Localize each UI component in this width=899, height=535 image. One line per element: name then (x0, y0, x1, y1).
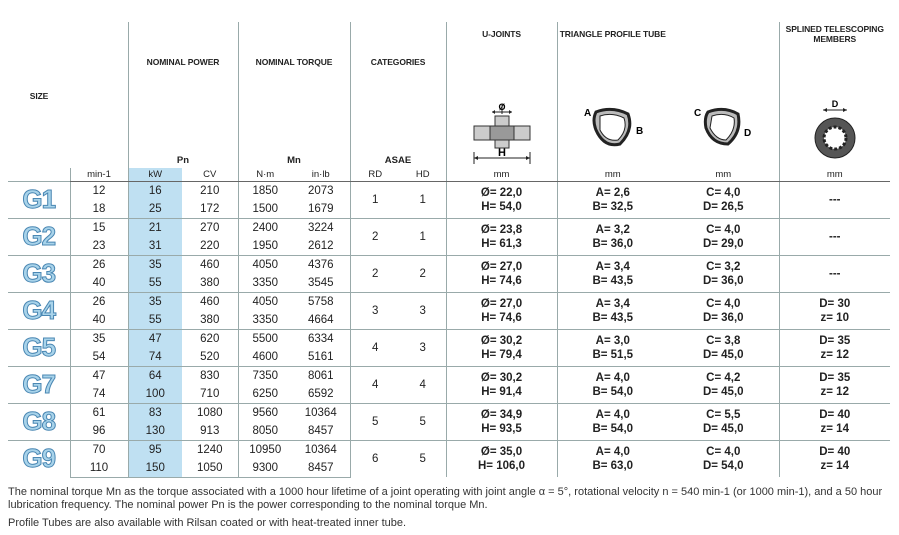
tube-d: D= 36,0 (702, 311, 744, 324)
inlb-cell: 5161 (307, 350, 334, 363)
inlb-cell: 8457 (292, 459, 350, 478)
size-label: G9 (22, 443, 56, 474)
unit-mm-splined: mm (826, 168, 843, 180)
unit-mm-tube-c: mm (715, 168, 732, 180)
tube-b: B= 54,0 (592, 422, 634, 435)
splined-d: D= 40 (819, 445, 851, 458)
splined-d: D= 30 (819, 297, 851, 310)
kw-cell: 35 (128, 292, 182, 311)
unit-cv: CV (203, 168, 217, 180)
kw-cell: 55 (128, 274, 182, 293)
ujoint-phi: Ø= 27,0 (480, 297, 523, 310)
asae-label: ASAE (384, 155, 412, 166)
ujoint-phi: Ø= 23,8 (480, 223, 523, 236)
table-row (8, 255, 890, 274)
inlb-cell: 10364 (292, 440, 350, 459)
nominal-torque-header: NOMINAL TORQUE (255, 57, 333, 67)
size-label: G7 (22, 369, 56, 399)
tube-b: B= 32,5 (592, 200, 634, 213)
triangle-tube-c-icon (688, 100, 758, 156)
table-row (8, 440, 890, 459)
inlb-cell: 5758 (292, 292, 350, 311)
kw-cell: 83 (128, 403, 182, 422)
splined-member-icon (805, 100, 865, 162)
ujoint-h: H= 74,6 (481, 311, 522, 324)
unit-min: min-1 (87, 168, 111, 180)
nm-cell: 2400 (238, 218, 292, 237)
cv-cell: 220 (200, 239, 220, 252)
inlb-cell: 8061 (292, 366, 350, 385)
tube-b: B= 63,0 (592, 459, 634, 472)
kw-cell: 21 (128, 218, 182, 237)
cv-cell: 460 (182, 255, 238, 274)
cv-cell: 620 (182, 329, 238, 348)
ujoint-phi: Ø= 22,0 (480, 186, 523, 199)
a-label: A (583, 108, 591, 119)
splined-header: SPLINED TELESCOPING MEMBERS (785, 24, 884, 44)
hd-cell: 3 (400, 329, 446, 366)
ujoint-h: H= 54,0 (481, 200, 522, 213)
table-row (8, 366, 890, 385)
ujoint-phi: Ø= 30,2 (480, 371, 523, 384)
phi-label: Ø (497, 102, 506, 112)
splined-d: D= 35 (819, 334, 851, 347)
c-label: C (694, 108, 702, 119)
tube-a: A= 3,0 (595, 334, 630, 347)
kw-cell: 130 (128, 422, 182, 441)
speed-cell: 26 (70, 292, 128, 311)
spec-rows (8, 181, 890, 477)
ujoint-phi: Ø= 35,0 (480, 445, 523, 458)
kw-cell: 31 (128, 237, 182, 256)
ujoint-diagram-icon (462, 100, 542, 168)
ujoints-header: U-JOINTS (482, 29, 521, 39)
splined-z: z= 14 (820, 459, 849, 472)
nm-cell: 8050 (238, 422, 292, 441)
cv-cell: 520 (200, 350, 220, 363)
nm-cell: 4050 (238, 255, 292, 274)
tube-c: C= 4,0 (706, 223, 741, 236)
tube-a: A= 4,0 (595, 445, 630, 458)
kw-cell: 74 (128, 348, 182, 367)
nm-cell: 1500 (238, 200, 292, 219)
hd-cell: 5 (400, 440, 446, 477)
splined-z: z= 14 (820, 422, 849, 435)
tube-a: A= 3,4 (595, 297, 630, 310)
spec-table (8, 22, 890, 478)
tube-b: B= 54,0 (592, 385, 634, 398)
size-label: G2 (22, 221, 56, 251)
tube-b: B= 43,5 (592, 274, 634, 287)
unit-mm-tube-a: mm (604, 168, 621, 180)
speed-cell: 15 (70, 218, 128, 237)
hd-cell: 1 (400, 218, 446, 255)
b-label: B (635, 126, 643, 137)
cv-cell: 380 (200, 313, 220, 326)
tube-b: B= 36,0 (592, 237, 634, 250)
inlb-cell: 3545 (307, 276, 334, 289)
unit-nm: N·m (256, 168, 275, 180)
cv-cell: 270 (182, 218, 238, 237)
tube-a: A= 4,0 (595, 408, 630, 421)
inlb-cell: 4376 (292, 255, 350, 274)
speed-cell: 96 (70, 422, 128, 441)
tube-d: D= 45,0 (702, 422, 744, 435)
nm-cell: 1950 (238, 237, 292, 256)
size-label: G3 (22, 258, 56, 288)
ujoint-h: H= 79,4 (481, 348, 522, 361)
ujoint-h: H= 93,5 (481, 422, 522, 435)
inlb-cell: 8457 (307, 424, 334, 437)
speed-cell: 54 (70, 348, 128, 367)
splined-d: --- (829, 230, 841, 243)
inlb-cell: 6592 (307, 387, 334, 400)
kw-cell: 25 (128, 200, 182, 219)
mn-label: Mn (287, 155, 301, 166)
tube-c: C= 4,0 (706, 297, 741, 310)
kw-cell: 35 (128, 255, 182, 274)
nm-cell: 4600 (238, 348, 292, 367)
size-label: G4 (22, 295, 56, 325)
inlb-cell: 10364 (292, 403, 350, 422)
cv-cell: 172 (200, 202, 220, 215)
inlb-cell: 4664 (307, 313, 334, 326)
speed-cell: 74 (70, 385, 128, 404)
unit-inlb: in·lb (311, 168, 330, 180)
ujoint-phi: Ø= 30,2 (480, 334, 523, 347)
table-row (8, 329, 890, 348)
splined-z: z= 12 (820, 348, 849, 361)
tube-c: C= 4,0 (706, 186, 741, 199)
table-row (8, 181, 890, 200)
hd-cell: 1 (400, 181, 446, 218)
tube-d: D= 45,0 (702, 348, 744, 361)
tube-d: D= 36,0 (702, 274, 744, 287)
hd-cell: 2 (400, 255, 446, 292)
inlb-cell: 3224 (292, 218, 350, 237)
rd-cell: 6 (350, 440, 400, 477)
tube-b: B= 43,5 (592, 311, 634, 324)
tube-b: B= 51,5 (592, 348, 634, 361)
hd-cell: 5 (400, 403, 446, 440)
ujoint-h: H= 61,3 (481, 237, 522, 250)
cv-cell: 1050 (182, 459, 238, 478)
kw-cell: 55 (128, 311, 182, 330)
nominal-power-header: NOMINAL POWER (146, 57, 220, 67)
pn-label: Pn (176, 155, 190, 166)
nm-cell: 6250 (238, 385, 292, 404)
kw-cell: 95 (128, 440, 182, 459)
unit-rd: RD (368, 168, 383, 180)
rd-cell: 5 (350, 403, 400, 440)
speed-cell: 12 (70, 181, 128, 200)
triangle-tube-a-icon (578, 100, 648, 156)
kw-cell: 100 (128, 385, 182, 404)
speed-cell: 47 (70, 366, 128, 385)
nm-cell: 3350 (238, 311, 292, 330)
splined-d: --- (829, 267, 841, 280)
speed-cell: 40 (70, 311, 128, 330)
size-label: G8 (22, 406, 56, 436)
inlb-cell: 1679 (307, 202, 334, 215)
inlb-cell: 6334 (292, 329, 350, 348)
rd-cell: 2 (350, 218, 400, 255)
nm-cell: 7350 (238, 366, 292, 385)
hd-cell: 3 (400, 292, 446, 329)
nm-cell: 1850 (238, 181, 292, 200)
cv-cell: 710 (200, 387, 220, 400)
footnotes (8, 486, 893, 535)
nm-cell: 3350 (238, 274, 292, 293)
kw-cell: 16 (128, 181, 182, 200)
unit-kw: kW (148, 168, 163, 180)
cv-cell: 380 (200, 276, 220, 289)
speed-cell: 18 (70, 200, 128, 219)
ujoint-phi: Ø= 27,0 (480, 260, 523, 273)
d-label: D (744, 128, 752, 139)
speed-cell: 61 (70, 403, 128, 422)
footnote-tubes: Profile Tubes are also available with Rilsan coated or with heat-treated inner tube. (8, 517, 407, 529)
ujoint-h: H= 91,4 (481, 385, 522, 398)
tube-c: C= 4,2 (706, 371, 741, 384)
cv-cell: 1080 (182, 403, 238, 422)
speed-cell: 70 (70, 440, 128, 459)
inlb-cell: 2073 (292, 181, 350, 200)
tube-a: A= 4,0 (595, 371, 630, 384)
cv-cell: 460 (182, 292, 238, 311)
speed-cell: 26 (70, 255, 128, 274)
tube-a: A= 3,2 (595, 223, 630, 236)
tube-d: D= 29,0 (702, 237, 744, 250)
hd-cell: 4 (400, 366, 446, 403)
tube-a: A= 3,4 (595, 260, 630, 273)
cv-cell: 913 (200, 424, 220, 437)
ujoint-h: H= 74,6 (481, 274, 522, 287)
nm-cell: 4050 (238, 292, 292, 311)
table-row (8, 292, 890, 311)
speed-cell: 35 (70, 329, 128, 348)
cv-cell: 1240 (182, 440, 238, 459)
tube-c: C= 5,5 (706, 408, 741, 421)
nm-cell: 9560 (238, 403, 292, 422)
nm-cell: 5500 (238, 329, 292, 348)
kw-cell: 150 (128, 459, 182, 478)
table-row (8, 403, 890, 422)
footnote-torque: The nominal torque Mn as the torque associated with a 1000 hour lifetime of a joint operating with joint angle α = 5°, rotational velocity n = 540 min-1 (or 1000 min-1), and a 50 hour lubrication frequency. The nominal power Pn is the power corresponding to the nominal torque Mn. (8, 486, 883, 511)
splined-d: D= 40 (819, 408, 851, 421)
size-label: G5 (22, 332, 56, 362)
inlb-cell: 2612 (307, 239, 334, 252)
tube-d: D= 26,5 (702, 200, 744, 213)
splined-d: --- (829, 193, 841, 206)
tube-a: A= 2,6 (595, 186, 630, 199)
splined-z: z= 12 (820, 385, 849, 398)
splined-d: D= 35 (819, 371, 851, 384)
size-label: G1 (22, 184, 56, 214)
unit-mm-ujoint: mm (493, 168, 510, 180)
rd-cell: 4 (350, 329, 400, 366)
kw-cell: 47 (128, 329, 182, 348)
size-header: SIZE (29, 91, 49, 101)
rd-cell: 1 (350, 181, 400, 218)
table-row (8, 218, 890, 237)
kw-cell: 64 (128, 366, 182, 385)
nm-cell: 9300 (238, 459, 292, 478)
tube-c: C= 3,2 (706, 260, 741, 273)
cv-cell: 830 (182, 366, 238, 385)
triangle-header: TRIANGLE PROFILE TUBE (559, 29, 666, 39)
d2-label: D (831, 100, 838, 109)
unit-hd: HD (415, 168, 430, 180)
cv-cell: 210 (182, 181, 238, 200)
rd-cell: 2 (350, 255, 400, 292)
nm-cell: 10950 (238, 440, 292, 459)
ujoint-phi: Ø= 34,9 (480, 408, 523, 421)
tube-d: D= 45,0 (702, 385, 744, 398)
splined-z: z= 10 (820, 311, 849, 324)
tube-c: C= 4,0 (706, 445, 741, 458)
tube-c: C= 3,8 (706, 334, 741, 347)
speed-cell: 23 (70, 237, 128, 256)
speed-cell: 40 (70, 274, 128, 293)
speed-cell: 110 (70, 459, 128, 478)
ujoint-h: H= 106,0 (478, 459, 525, 472)
h-label: H (497, 147, 506, 159)
rd-cell: 3 (350, 292, 400, 329)
tube-d: D= 54,0 (702, 459, 744, 472)
categories-header: CATEGORIES (370, 57, 426, 67)
rd-cell: 4 (350, 366, 400, 403)
